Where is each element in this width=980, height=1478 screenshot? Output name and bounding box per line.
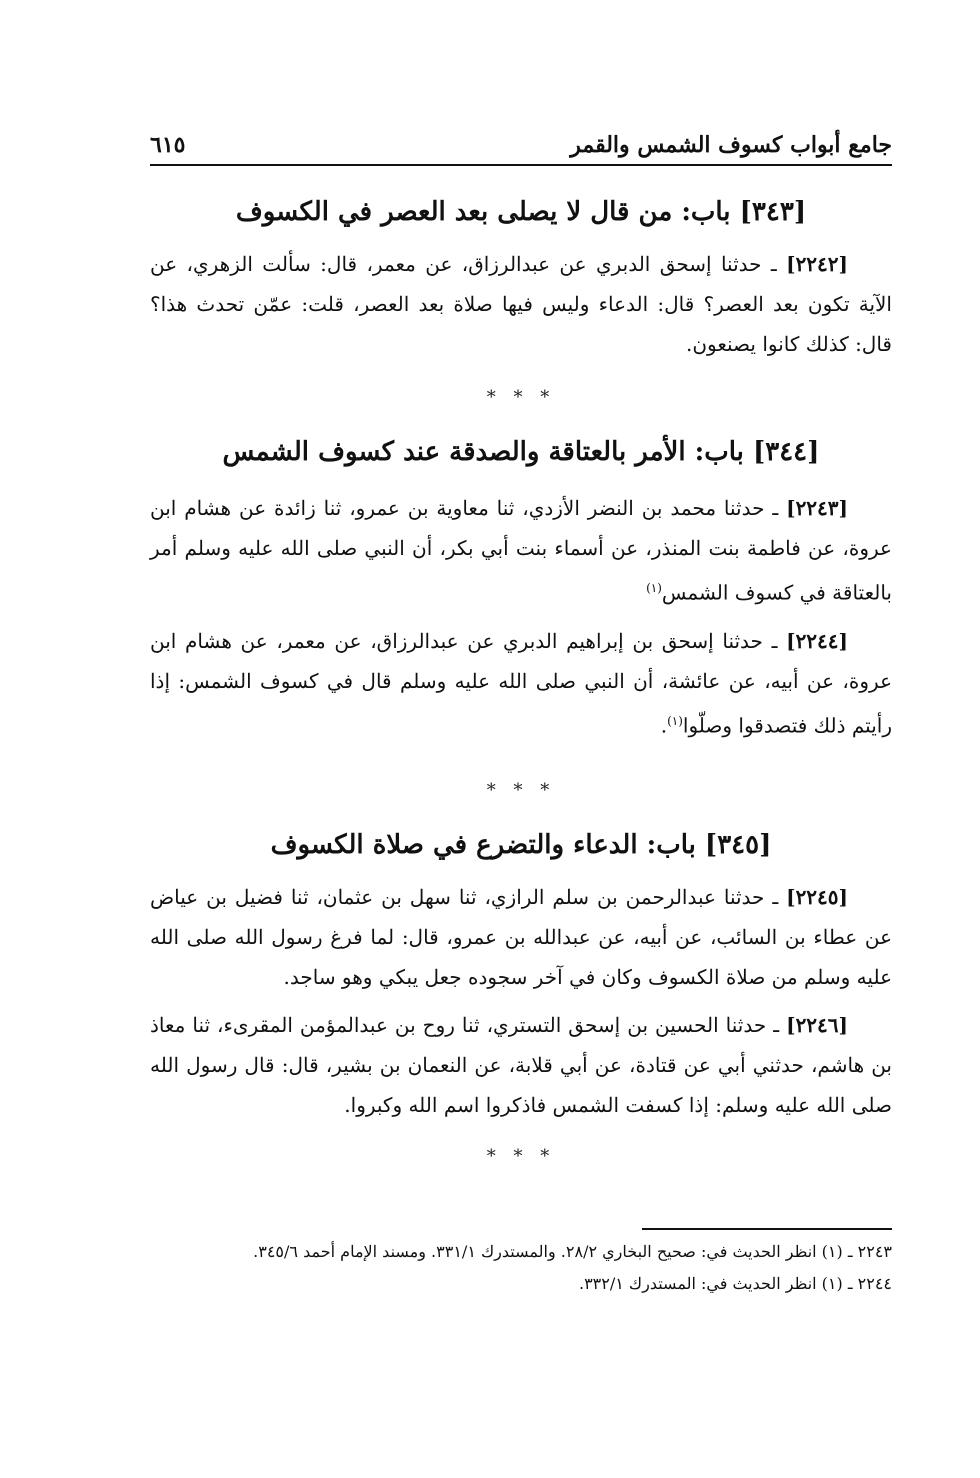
section-separator: * * * (486, 387, 556, 408)
hadith-text: ـ حدثنا الحسين بن إسحق التستري، ثنا روح بن عبدالمؤمن المقرىء، ثنا معاذ بن هاشم، حدثني أبي عن قتادة، عن أبي قلابة، عن النعمان بن بشير، قال: قال رسول الله صلى الله عليه وسلم: إذا كسفت الشمس فاذكروا اسم الله وكبروا. (150, 1013, 892, 1118)
end-period: . (660, 713, 668, 738)
footnote-rule (642, 1228, 892, 1230)
footnotes (88, 1228, 892, 1300)
footnote-mark[interactable]: (١) (667, 713, 683, 728)
chapter-title-345: [٣٤٥] باب: الدعاء والتضرع في صلاة الكسوف (270, 830, 772, 861)
footnote-2244: ٢٢٤٤ ـ (١) انظر الحديث في: المستدرك ٣٣٢/١. (578, 1274, 892, 1293)
hadith-text: ـ حدثنا إسحق بن إبراهيم الدبري عن عبدالرزاق، عن معمر، عن هشام ابن عروة، عن أبيه، عن عائشة، أن النبي صلى الله عليه وسلم قال في كسوف الشمس: إذا رأيتم ذلك فتصدقوا وصلّوا (150, 628, 892, 738)
hadith-number: [٢٢٤٥] (786, 885, 848, 910)
page-number: ٦١٥ (150, 132, 186, 158)
hadith-2245 (150, 877, 892, 997)
chapter-title-343: [٣٤٣] باب: من قال لا يصلى بعد العصر في الكسوف (235, 197, 807, 227)
running-title: جامع أبواب كسوف الشمس والقمر (570, 132, 892, 158)
footnote-mark[interactable]: (١) (646, 581, 662, 595)
hadith-number: [٢٢٤٢] (786, 252, 848, 276)
section-separator: * * * (486, 780, 556, 802)
hadith-2244 (150, 621, 892, 746)
hadith-number: [٢٢٤٤] (786, 628, 848, 653)
hadith-number: [٢٢٤٦] (786, 1013, 848, 1038)
hadith-2243 (150, 488, 892, 613)
hadith-text: ـ حدثنا محمد بن النضر الأزدي، ثنا معاوية بن عمرو، ثنا زائدة عن هشام ابن عروة، عن فاطمة بنت المنذر، عن أسماء بنت أبي بكر، أن النبي صلى الله عليه وسلم أمر بالعتاقة في كسوف الشمس (150, 496, 892, 605)
section-separator: * * * (486, 1146, 556, 1168)
chapter-title-344: [٣٤٤] باب: الأمر بالعتاقة والصدقة عند كسوف الشمس (222, 437, 820, 467)
hadith-number: [٢٢٤٣] (786, 496, 848, 520)
hadith-2242 (150, 244, 892, 364)
hadith-text: ـ حدثنا إسحق الدبري عن عبدالرزاق، عن معمر، قال: سألت الزهري، عن الآية تكون بعد العصر؟ قال: الدعاء وليس فيها صلاة بعد العصر، قلت: عمّن تحدث هذا؟ قال: كذلك كانوا يصنعون. (150, 252, 892, 356)
footnote-2243: ٢٢٤٣ ـ (١) انظر الحديث في: صحيح البخاري ٢٨/٢. والمستدرك ٣٣١/١. ومسند الإمام أحمد ٣٤٥/٦. (253, 1242, 892, 1261)
hadith-2246 (150, 1005, 892, 1125)
running-header (150, 118, 892, 166)
page-body (150, 188, 892, 1177)
hadith-text: ـ حدثنا عبدالرحمن بن سلم الرازي، ثنا سهل بن عثمان، ثنا فضيل بن عياض عن عطاء بن السائب، عن أبيه، عن عبدالله بن عمرو، قال: لما فرغ رسول الله صلى الله عليه وسلم من صلاة الكسوف وكان في آخر سجوده جعل يبكي وهو ساجد. (150, 885, 892, 990)
